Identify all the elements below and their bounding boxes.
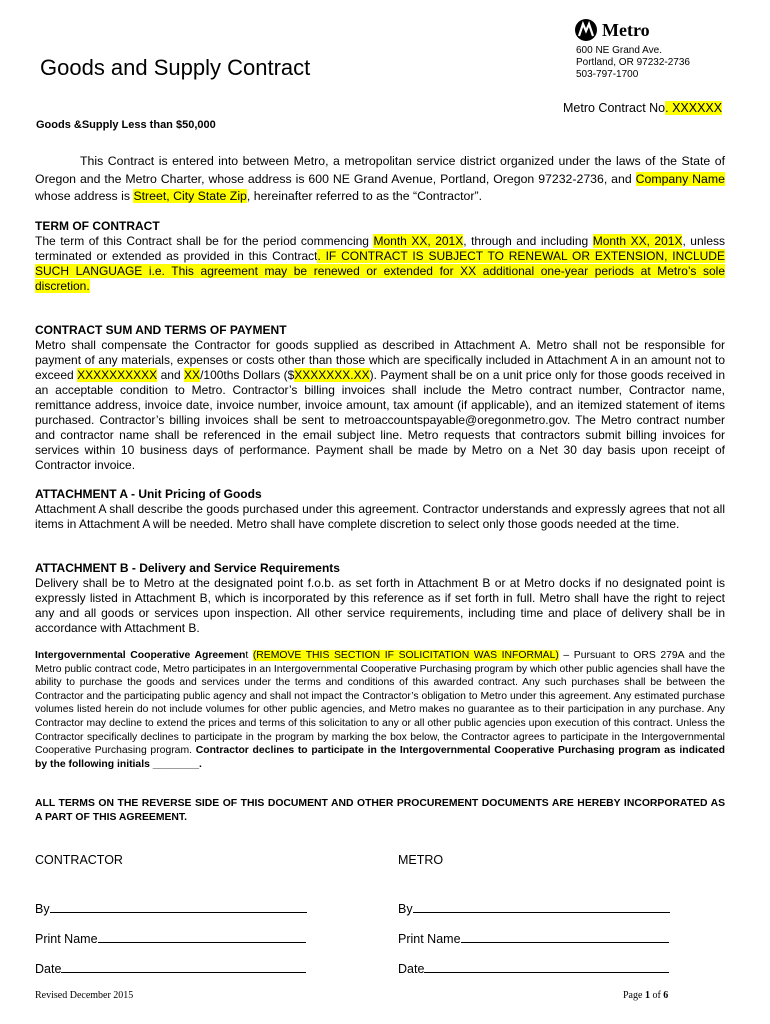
print-name-label: Print Name xyxy=(35,932,98,946)
metro-by-field[interactable] xyxy=(398,900,670,916)
contractor-date-field[interactable] xyxy=(35,960,306,976)
term-text: The term of this Contract shall be for the period commencing xyxy=(35,234,374,248)
payment-heading: CONTRACT SUM AND TERMS OF PAYMENT xyxy=(35,323,287,337)
payment-section xyxy=(35,323,725,473)
end-date-placeholder: Month XX, 201X xyxy=(592,234,683,248)
contractor-by-field[interactable] xyxy=(35,900,307,916)
cooperative-section xyxy=(35,649,725,771)
page-number xyxy=(623,990,668,1001)
page-of: of xyxy=(649,990,664,1001)
contract-number-value: . XXXXXX xyxy=(665,101,723,115)
intro-text: , hereinafter referred to as the “Contractor”. xyxy=(246,189,483,203)
page-current: 1 xyxy=(644,990,650,1001)
print-name-line[interactable] xyxy=(98,930,306,943)
date-line[interactable] xyxy=(61,960,306,973)
cents-placeholder: XX xyxy=(184,368,201,382)
payment-text: /100ths Dollars ($ xyxy=(200,368,295,382)
renewal-note: . IF CONTRACT IS SUBJECT TO RENEWAL OR EXTENSION, INCLUDE SUCH LANGUAGE i.e. This agreement may be renewed or extended for XX additional one-year periods at Metro’s sole discretion. xyxy=(35,249,725,293)
attachment-b-heading: ATTACHMENT B - Delivery and Service Requirements xyxy=(35,561,340,575)
attachment-a-heading: ATTACHMENT A - Unit Pricing of Goods xyxy=(35,487,262,501)
company-name-placeholder: Company Name xyxy=(635,171,725,186)
payment-text: and xyxy=(157,368,185,382)
term-text: , through and including xyxy=(463,234,593,248)
payment-text: Metro shall compensate the Contractor for goods supplied as described in Attachment A. Metro shall not be responsible for payment of any materials, expenses or costs other than those which are specifically included in Attachment A in an amount not to exceed xyxy=(35,338,725,382)
intro-text: whose address is xyxy=(35,189,134,203)
contractor-print-name-field[interactable] xyxy=(35,930,306,946)
page-prefix: Page xyxy=(623,990,645,1001)
logo-text: Metro xyxy=(602,19,650,40)
cooperative-text: – Pursuant to ORS 279A and the Metro public contract code, Metro participates in an Intergovernmental Cooperative Purchasing program by which other public agencies shall have the ability to purchase the goods and services under the terms and conditions of this awarded contract. Any such purchases shall be between the Contractor and the participating public agency and shall not impact the Contractor’s obligation to Metro under this agreement. Any estimated purchase volumes listed herein do not include volumes for other public agencies, and Metro makes no guarantee as to their participation in any purchase. Any Contractor may decline to extend the prices and terms of this solicitation to any or all other public agencies upon execution of this contract. Unless the Contractor specifically declines to participate in the program by marking the box below, the Contractor agrees to participate in the Intergovernmental Cooperative Purchasing program. xyxy=(35,650,726,757)
signature-line[interactable] xyxy=(50,900,307,913)
amount-number-placeholder: XXXXXXX.XX xyxy=(294,368,370,382)
metro-logo-icon xyxy=(574,18,598,42)
metro-date-field[interactable] xyxy=(398,960,669,976)
page-title: Goods and Supply Contract xyxy=(40,55,311,80)
amount-words-placeholder: XXXXXXXXXX xyxy=(77,368,158,382)
intro-paragraph xyxy=(35,153,725,206)
term-text: , unless terminated or extended as provided in this Contract xyxy=(35,234,725,263)
metro-address xyxy=(576,45,690,81)
metro-logo xyxy=(574,18,650,42)
by-label: By xyxy=(35,902,50,916)
intro-text: This Contract is entered into between Metro, a metropolitan service district organized under the laws of the State of Oregon and the Metro Charter, whose address is 600 NE Grand Avenue, Portland, Oregon 97232-2736, and xyxy=(35,154,725,186)
revised-date: Revised December 2015 xyxy=(35,990,134,1001)
date-label: Date xyxy=(35,962,62,976)
contract-number xyxy=(563,101,722,115)
attachment-a-text: Attachment A shall describe the goods purchased under this agreement. Contractor understands and expressly agrees that not all items in Attachment A will be needed. Metro shall have complete discretion to select only those goods needed at the time. xyxy=(35,502,725,531)
all-terms-notice xyxy=(35,797,725,824)
address-line: 503-797-1700 xyxy=(576,69,639,80)
all-terms-text: ALL TERMS ON THE REVERSE SIDE OF THIS DOCUMENT AND OTHER PROCUREMENT DOCUMENTS ARE HEREBY INCORPORATED AS A PART OF THIS AGREEMENT. xyxy=(35,798,725,823)
metro-heading: METRO xyxy=(398,853,444,867)
address-line: Portland, OR 97232-2736 xyxy=(576,57,690,68)
print-name-line[interactable] xyxy=(461,930,669,943)
decline-statement: Contractor declines to participate in the Intergovernmental Cooperative Purchasing program as indicated by the following initials ________. xyxy=(35,745,725,770)
term-heading: TERM OF CONTRACT xyxy=(35,219,160,233)
by-label: By xyxy=(398,902,413,916)
remove-section-note: (REMOVE THIS SECTION IF SOLICITATION WAS INFORMAL) xyxy=(252,650,559,661)
payment-text: ). Payment shall be on a unit price only for those goods received in an acceptable condition to Metro. Contractor’s billing invoices shall include the Metro contract number, Contractor name, remittance address, invoice date, invoice number, invoice amount, tax amount (if applicable), and an itemized statement of items purchased. Contractor’s billing invoices shall be sent to metroaccountspayable@oregonmetro.gov. The Metro contract number and contractor name shall be referenced in the email subject line. Metro requests that contractors submit billing invoices for services within 10 business days of performance. Payment shall be made by Metro on a Net 30 day basis upon receipt of Contractor invoice. xyxy=(35,368,725,472)
contractor-heading: CONTRACTOR xyxy=(35,853,123,867)
start-date-placeholder: Month XX, 201X xyxy=(373,234,464,248)
attachment-b-text: Delivery shall be to Metro at the designated point f.o.b. as set forth in Attachment B or at Metro docks if no designated point is expressly listed in Attachment B, which is incorporated by this reference as if set forth in full. Metro shall have the right to reject any and all goods or services upon inspection. All other service requirements, including time and place of delivery shall be in accordance with Attachment B. xyxy=(35,576,725,635)
contract-number-label: Metro Contract No xyxy=(563,101,666,115)
contract-subtitle: Goods &Supply Less than $50,000 xyxy=(36,119,216,131)
date-line[interactable] xyxy=(424,960,669,973)
address-placeholder: Street, City State Zip xyxy=(133,189,247,203)
attachment-a-section xyxy=(35,487,725,532)
term-section xyxy=(35,219,725,294)
page-total: 6 xyxy=(663,990,669,1001)
date-label: Date xyxy=(398,962,425,976)
address-line: 600 NE Grand Ave. xyxy=(576,45,662,56)
signature-line[interactable] xyxy=(413,900,670,913)
attachment-b-section xyxy=(35,561,725,636)
cooperative-heading-end: t xyxy=(245,650,253,661)
metro-print-name-field[interactable] xyxy=(398,930,669,946)
print-name-label: Print Name xyxy=(398,932,461,946)
cooperative-heading: Intergovernmental Cooperative Agreemen xyxy=(35,650,246,661)
